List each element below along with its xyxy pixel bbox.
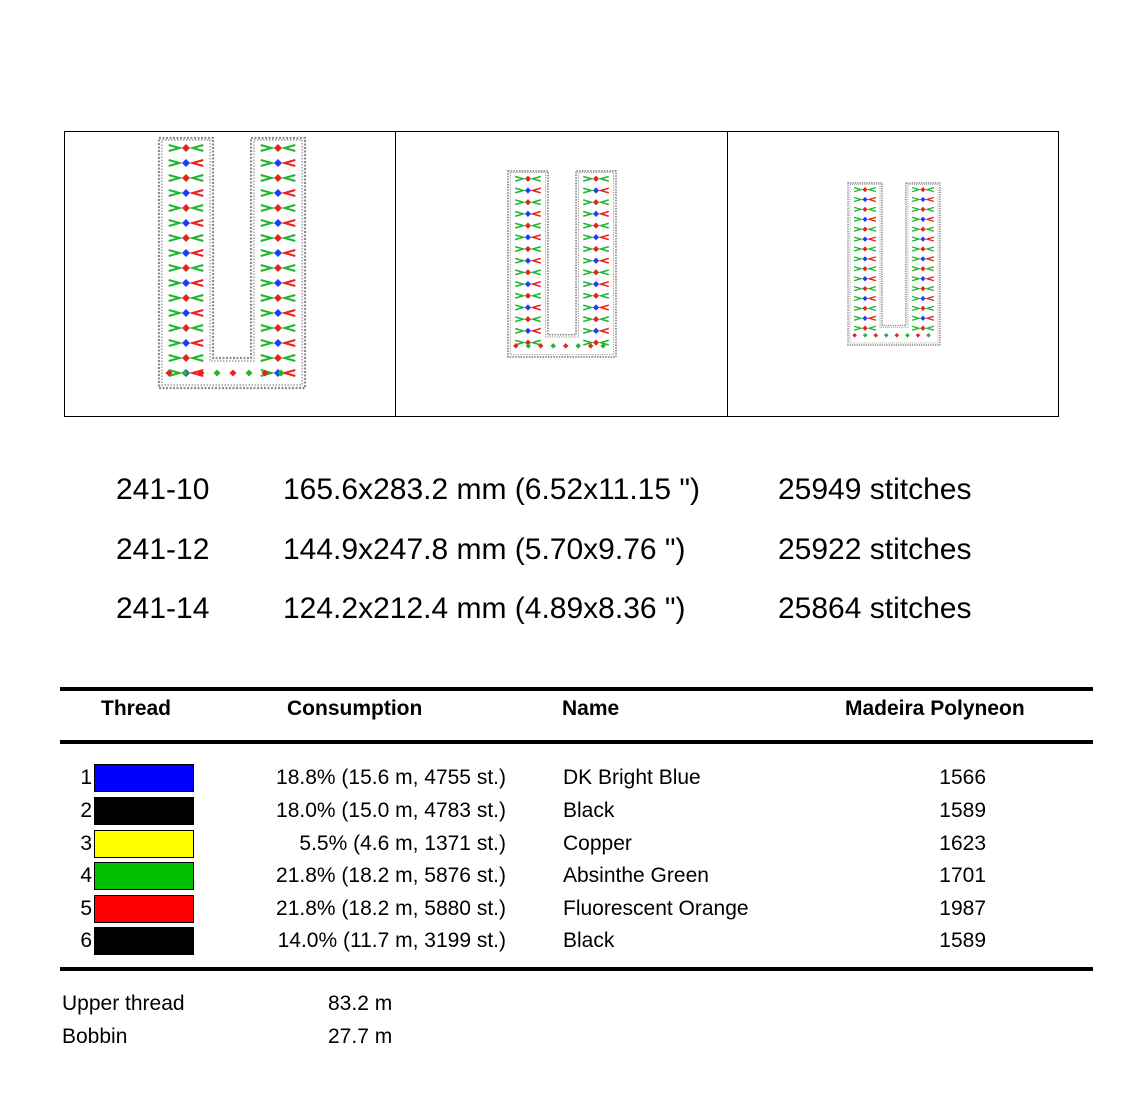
thread-name: Absinthe Green <box>563 864 709 887</box>
embroidery-pattern <box>848 183 940 345</box>
thread-number: 4 <box>80 864 92 887</box>
size-stitches: 25864 stitches <box>778 592 972 625</box>
totals-bobbin <box>62 1025 462 1058</box>
thread-consumption: 5.5% (4.6 m, 1371 st.) <box>299 832 506 855</box>
upper-thread-value: 83.2 m <box>328 992 393 1015</box>
design-previews <box>64 131 1059 417</box>
bobbin-label: Bobbin <box>62 1025 128 1048</box>
thread-number: 3 <box>80 832 92 855</box>
table-row <box>60 893 1093 925</box>
header-brand: Madeira Polyneon <box>845 697 1025 720</box>
thread-name: Copper <box>563 832 632 855</box>
table-row <box>60 925 1093 957</box>
thread-number: 6 <box>80 929 92 952</box>
size-stitches: 25922 stitches <box>778 532 972 566</box>
embroidery-u-medium <box>396 132 726 416</box>
size-list <box>116 470 1016 649</box>
thread-code: 1566 <box>939 766 986 789</box>
thread-name: DK Bright Blue <box>563 766 701 789</box>
header-consumption: Consumption <box>287 697 423 720</box>
preview-241-12 <box>395 132 726 416</box>
table-top-rule <box>60 687 1093 691</box>
bobbin-value: 27.7 m <box>328 1025 393 1048</box>
thread-consumption: 21.8% (18.2 m, 5876 st.) <box>276 864 506 887</box>
size-code: 241-14 <box>116 592 210 625</box>
table-row <box>60 795 1093 827</box>
color-swatch <box>94 927 194 955</box>
header-thread: Thread <box>101 697 172 720</box>
size-dimensions: 165.6x283.2 mm (6.52x11.15 ") <box>283 473 700 506</box>
thread-consumption: 18.8% (15.6 m, 4755 st.) <box>276 766 506 789</box>
thread-name: Black <box>563 799 615 822</box>
color-swatch <box>94 895 194 923</box>
totals <box>62 992 462 1058</box>
thread-table-header <box>60 697 1093 729</box>
thread-number: 5 <box>80 897 92 920</box>
table-row <box>60 762 1093 794</box>
upper-thread-label: Upper thread <box>62 992 185 1015</box>
thread-code: 1701 <box>939 864 986 887</box>
embroidery-u-large <box>65 132 395 416</box>
size-row <box>116 470 1016 530</box>
table-row <box>60 828 1093 860</box>
thread-name: Black <box>563 929 615 952</box>
thread-consumption: 14.0% (11.7 m, 3199 st.) <box>277 929 506 952</box>
table-bottom-rule <box>60 967 1093 971</box>
color-swatch <box>94 764 194 792</box>
thread-name: Fluorescent Orange <box>563 897 749 920</box>
thread-code: 1589 <box>939 929 986 952</box>
size-stitches: 25949 stitches <box>778 473 972 506</box>
table-row <box>60 860 1093 892</box>
thread-consumption: 21.8% (18.2 m, 5880 st.) <box>276 897 506 920</box>
size-row <box>116 589 1016 649</box>
size-code: 241-12 <box>116 532 210 566</box>
size-row <box>116 530 1016 590</box>
color-swatch <box>94 862 194 890</box>
size-code: 241-10 <box>116 473 210 506</box>
thread-consumption: 18.0% (15.0 m, 4783 st.) <box>276 799 506 822</box>
thread-code: 1987 <box>939 897 986 920</box>
embroidery-pattern <box>508 171 616 357</box>
color-swatch <box>94 797 194 825</box>
thread-code: 1589 <box>939 799 986 822</box>
thread-number: 1 <box>80 766 92 789</box>
size-dimensions: 124.2x212.4 mm (4.89x8.36 ") <box>283 592 686 625</box>
embroidery-u-small <box>728 132 1058 416</box>
totals-upper <box>62 992 462 1025</box>
preview-241-14 <box>727 132 1058 416</box>
table-header-rule <box>60 740 1093 744</box>
preview-241-10 <box>65 132 395 416</box>
thread-number: 2 <box>80 799 92 822</box>
size-dimensions: 144.9x247.8 mm (5.70x9.76 ") <box>283 532 686 566</box>
header-name: Name <box>562 697 620 720</box>
thread-code: 1623 <box>939 832 986 855</box>
embroidery-pattern <box>159 138 305 388</box>
color-swatch <box>94 830 194 858</box>
